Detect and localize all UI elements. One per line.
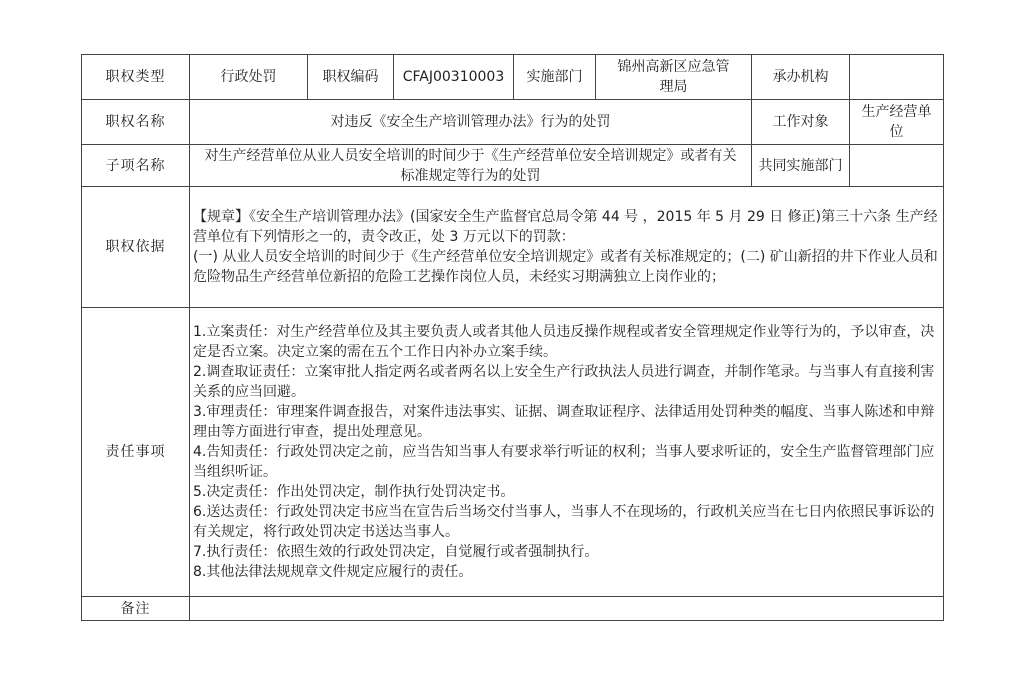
- basis-line: 【规章】《安全生产培训管理办法》(国家安全生产监督官总局令第 44 号 ，2015 年 5 月 29 日 修正)第三十六条 生产经营单位有下列情形之一的，责令改正，处 3 万元以下的罚款：: [193, 209, 938, 245]
- responsibility-item: 7.执行责任：依照生效的行政处罚决定，自觉履行或者强制执行。: [193, 544, 599, 560]
- responsibility-item: 8.其他法律法规规章文件规定应履行的责任。: [193, 564, 473, 580]
- label-authority-basis: 职权依据: [82, 187, 190, 308]
- responsibility-item: 1.立案责任：对生产经营单位及其主要负责人或者其他人员违反操作规程或者安全管理规定作业等行为的，予以审查，决定是否立案。决定立案的需在五个工作日内补办立案手续。: [193, 324, 935, 360]
- label-authority-type: 职权类型: [82, 55, 190, 100]
- value-authority-name: 对违反《安全生产培训管理办法》行为的处罚: [190, 100, 752, 145]
- value-handling-org: [850, 55, 944, 100]
- responsibility-item: 4.告知责任：行政处罚决定之前，应当告知当事人有要求举行听证的权利；当事人要求听证的，安全生产监督管理部门应当组织听证。: [193, 444, 935, 480]
- label-implementing-dept: 实施部门: [514, 55, 596, 100]
- label-responsibility-items: 责任事项: [82, 308, 190, 597]
- basis-line: (一) 从业人员安全培训的时间少于《生产经营单位安全培训规定》或者有关标准规定的；(二) 矿山新招的井下作业人员和危险物品生产经营单位新招的危险工艺操作岗位人员，未经实习期满独立上岗作业的；: [193, 249, 938, 285]
- authority-table: [81, 54, 944, 621]
- value-implementing-dept: 锦州高新区应急管理局: [596, 55, 752, 100]
- label-authority-name: 职权名称: [82, 100, 190, 145]
- responsibility-list: [190, 308, 944, 597]
- value-remark: [190, 597, 944, 621]
- label-handling-org: 承办机构: [752, 55, 850, 100]
- label-work-target: 工作对象: [752, 100, 850, 145]
- value-authority-code: CFAJ00310003: [394, 55, 514, 100]
- label-subitem-name: 子项名称: [82, 145, 190, 187]
- value-joint-dept: [850, 145, 944, 187]
- responsibility-item: 2.调查取证责任：立案审批人指定两名或者两名以上安全生产行政执法人员进行调查，并制作笔录。与当事人有直接利害关系的应当回避。: [193, 364, 935, 400]
- responsibility-item: 3.审理责任：审理案件调查报告，对案件违法事实、证据、调查取证程序、法律适用处罚种类的幅度、当事人陈述和申辩理由等方面进行审查，提出处理意见。: [193, 404, 935, 440]
- label-joint-dept: 共同实施部门: [752, 145, 850, 187]
- responsibility-item: 5.决定责任：作出处罚决定，制作执行处罚决定书。: [193, 484, 515, 500]
- responsibility-item: 6.送达责任：行政处罚决定书应当在宣告后当场交付当事人，当事人不在现场的，行政机关应当在七日内依照民事诉讼的有关规定，将行政处罚决定书送达当事人。: [193, 504, 935, 540]
- authority-basis-text: [190, 187, 944, 308]
- value-subitem-name: 对生产经营单位从业人员安全培训的时间少于《生产经营单位安全培训规定》或者有关标准规定等行为的处罚: [190, 145, 752, 187]
- label-authority-code: 职权编码: [308, 55, 394, 100]
- label-remark: 备注: [82, 597, 190, 621]
- value-work-target: 生产经营单位: [850, 100, 944, 145]
- value-authority-type: 行政处罚: [190, 55, 308, 100]
